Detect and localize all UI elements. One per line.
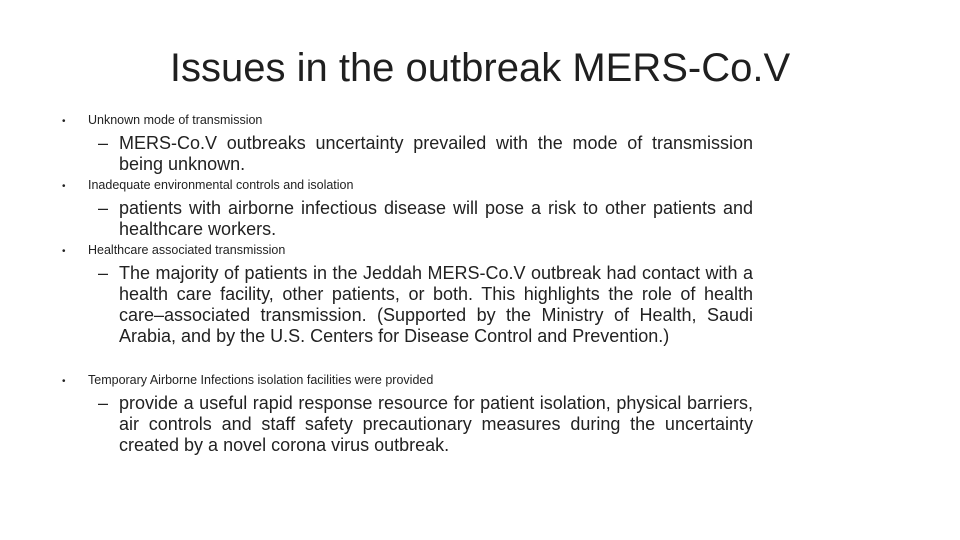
sub-bullet-text: The majority of patients in the Jeddah MERS-Co.V outbreak had contact with a health care facility, other patients, or both. This highlights the role of health care–associated transmission. (Supported by the Ministry of Health, Saudi Arabia, and by the U.S. Centers for Disease Control and Prevention.) — [119, 263, 753, 346]
bullet-label: Inadequate environmental controls and isolation — [88, 178, 354, 192]
bullet-item — [62, 243, 285, 259]
bullet-item — [62, 178, 353, 194]
bullet-icon: • — [62, 246, 66, 257]
sub-bullet-text: MERS-Co.V outbreaks uncertainty prevailed with the mode of transmission being unknown. — [119, 133, 753, 174]
bullet-label: Temporary Airborne Infections isolation facilities were provided — [88, 373, 434, 387]
sub-bullet — [98, 133, 753, 175]
dash-icon: – — [98, 133, 109, 153]
bullet-icon: • — [62, 181, 66, 192]
bullet-label: Healthcare associated transmission — [88, 243, 286, 257]
bullet-item — [62, 373, 433, 389]
dash-icon: – — [98, 198, 109, 218]
bullet-icon: • — [62, 116, 66, 127]
dash-icon: – — [98, 263, 109, 283]
bullet-item — [62, 113, 262, 129]
sub-bullet-text: provide a useful rapid response resource for patient isolation, physical barriers, air controls and staff safety precautionary measures during the uncertainty created by a novel corona virus outbreak. — [119, 393, 753, 455]
dash-icon: – — [98, 393, 109, 413]
sub-bullet — [98, 393, 753, 456]
bullet-icon: • — [62, 376, 66, 387]
sub-bullet — [98, 263, 753, 347]
slide-title: Issues in the outbreak MERS-Co.V — [169, 46, 791, 90]
sub-bullet-text: patients with airborne infectious disease will pose a risk to other patients and healthcare workers. — [119, 198, 753, 239]
sub-bullet — [98, 198, 753, 240]
bullet-label: Unknown mode of transmission — [88, 113, 263, 127]
